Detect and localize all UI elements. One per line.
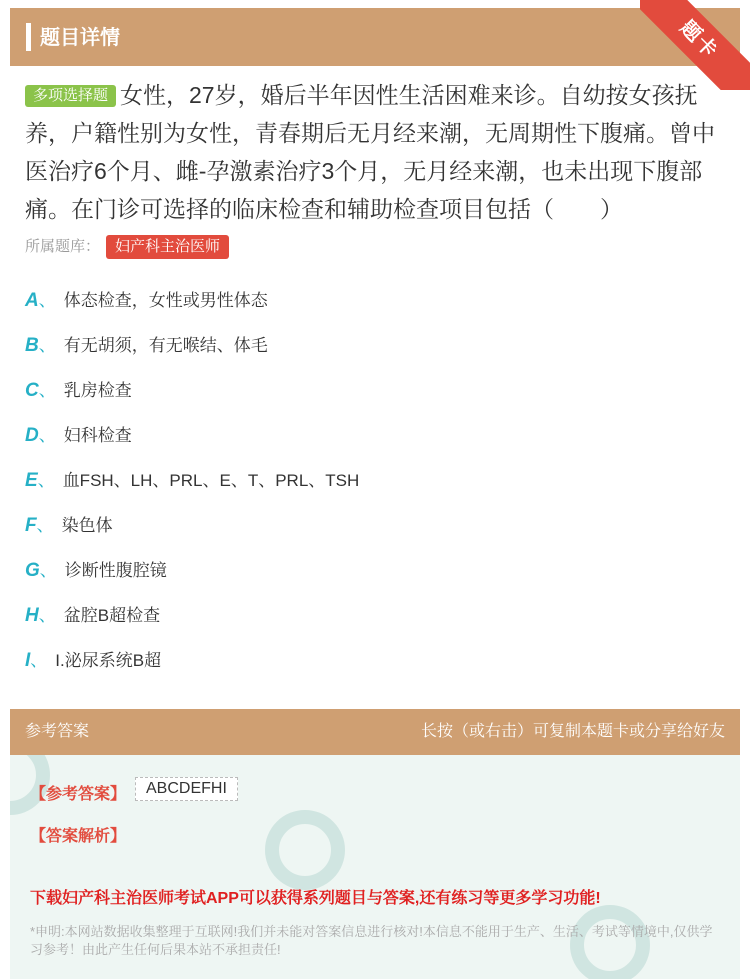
question-text: 女性，27岁，婚后半年因性生活困难来诊。自幼按女孩抚养，户籍性别为女性，青春期后无月经来潮，无周期性下腹痛。曾中医治疗6个月、雌-孕激素治疗3个月，无月经来潮，也未出现下腹部痛。在门诊可选择的临床检查和辅助检查项目包括（ ） (25, 82, 715, 222)
reference-answer-label: 【参考答案】 (30, 786, 127, 803)
option-letter: H (25, 605, 39, 626)
option-letter: E (25, 470, 38, 491)
question-type-badge: 多项选择题 (25, 85, 116, 107)
option-letter: A (25, 290, 39, 311)
source-label: 所属题库： (25, 238, 101, 255)
option-text: 血FSH、LH、PRL、E、T、PRL、TSH (62, 471, 360, 490)
option-item[interactable] (25, 331, 725, 376)
source-tag[interactable]: 妇产科主治医师 (106, 235, 229, 259)
option-text: I.泌尿系统B超 (55, 651, 162, 670)
share-hint: 长按（或右击）可复制本题卡或分享给好友 (420, 723, 725, 740)
option-item[interactable] (25, 376, 725, 421)
option-letter: G (25, 560, 40, 581)
option-item[interactable] (25, 421, 725, 466)
option-text: 乳房检查 (63, 381, 132, 400)
download-app-link[interactable]: 下载妇产科主治医师考试APP可以获得系列题目与答案,还有练习等更多学习功能! (30, 890, 601, 907)
option-item[interactable] (25, 511, 725, 556)
option-item[interactable] (25, 466, 725, 511)
option-separator: 、 (38, 606, 56, 625)
option-letter: D (25, 425, 39, 446)
option-separator: 、 (38, 291, 56, 310)
answer-panel (10, 755, 740, 979)
option-separator: 、 (37, 471, 55, 490)
ribbon-label: 题卡 (640, 0, 750, 90)
option-item[interactable] (25, 286, 725, 331)
detail-header (10, 8, 740, 66)
option-text: 妇科检查 (63, 426, 132, 445)
question-stem (25, 76, 725, 228)
answer-header (10, 709, 740, 755)
option-letter: C (25, 380, 39, 401)
option-text: 体态检查，女性或男性体态 (63, 291, 268, 310)
option-text: 诊断性腹腔镜 (64, 561, 167, 580)
option-separator: 、 (38, 426, 56, 445)
option-text: 有无胡须，有无喉结、体毛 (63, 336, 268, 355)
option-letter: I (25, 650, 31, 671)
reference-answer-value[interactable]: ABCDEFHI (135, 777, 238, 801)
option-item[interactable] (25, 601, 725, 646)
option-text: 盆腔B超检查 (63, 606, 161, 625)
disclaimer-text: *申明:本网站数据收集整理于互联网!我们并未能对答案信息进行核对!本信息不能用于生产、生活、考试等情境中,仅供学习参考！由此产生任何后果本站不承担责任! (30, 924, 713, 957)
option-separator: 、 (38, 381, 56, 400)
option-letter: F (25, 515, 37, 536)
option-separator: 、 (30, 651, 48, 670)
option-item[interactable] (25, 646, 725, 691)
answer-header-title: 参考答案 (25, 723, 90, 740)
option-separator: 、 (36, 516, 54, 535)
watermark-logo-icon (265, 810, 345, 890)
option-separator: 、 (39, 561, 57, 580)
option-separator: 、 (38, 336, 56, 355)
option-text: 染色体 (61, 516, 113, 535)
header-accent-bar (26, 23, 31, 51)
question-source (25, 234, 229, 260)
page-title: 题目详情 (40, 27, 120, 49)
option-item[interactable] (25, 556, 725, 601)
option-list (25, 286, 725, 691)
analysis-label: 【答案解析】 (30, 828, 127, 845)
option-letter: B (25, 335, 39, 356)
